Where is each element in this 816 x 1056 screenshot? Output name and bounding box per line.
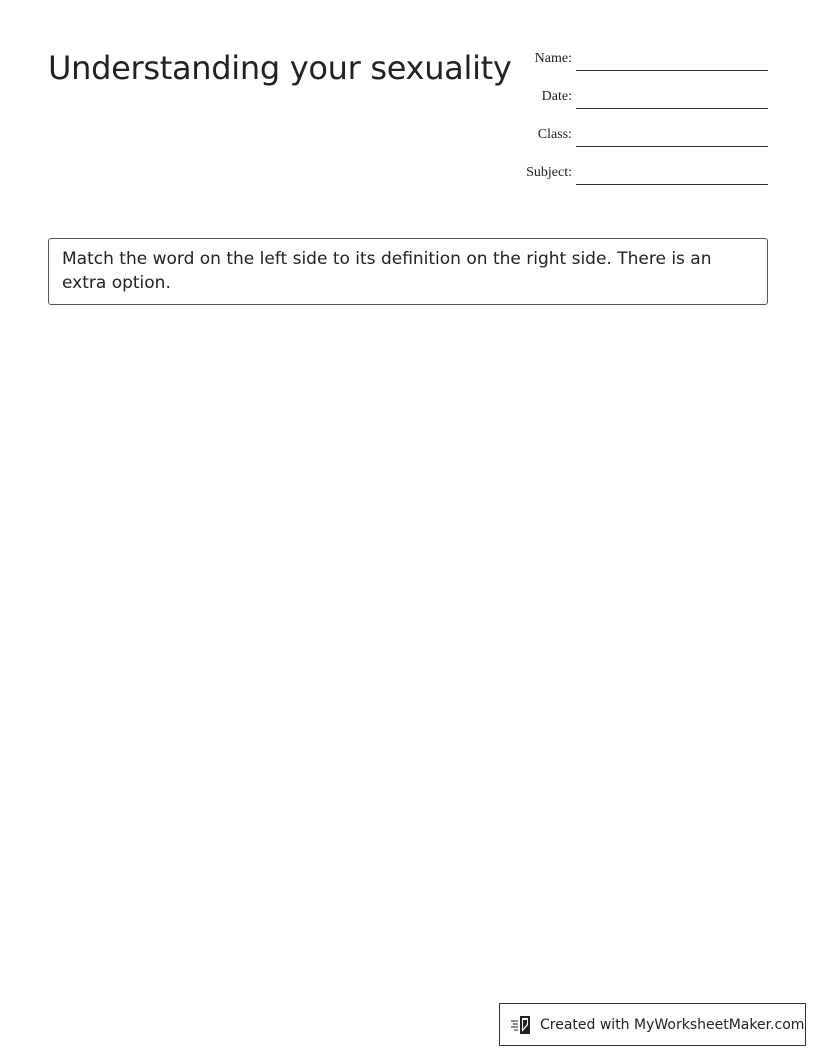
date-label: Date: <box>541 89 572 104</box>
date-field-row <box>500 88 768 126</box>
student-info-fields <box>500 50 768 202</box>
worksheet-title: Understanding your sexuality <box>48 49 512 87</box>
subject-blank-line[interactable] <box>576 184 768 185</box>
class-label: Class: <box>537 127 572 142</box>
footer-credit-text: Created with MyWorksheetMaker.com <box>540 1016 805 1033</box>
name-blank-line[interactable] <box>576 70 768 71</box>
subject-label: Subject: <box>526 165 572 180</box>
instructions-box <box>48 238 768 305</box>
name-field-row <box>500 50 768 88</box>
date-blank-line[interactable] <box>576 108 768 109</box>
class-field-row <box>500 126 768 164</box>
name-label: Name: <box>534 51 572 66</box>
class-blank-line[interactable] <box>576 146 768 147</box>
footer-credit-badge[interactable] <box>499 1003 806 1046</box>
instructions-text: Match the word on the left side to its definition on the right side. There is an extra option. <box>62 249 712 293</box>
worksheet-maker-logo-icon <box>510 1013 534 1037</box>
subject-field-row <box>500 164 768 202</box>
